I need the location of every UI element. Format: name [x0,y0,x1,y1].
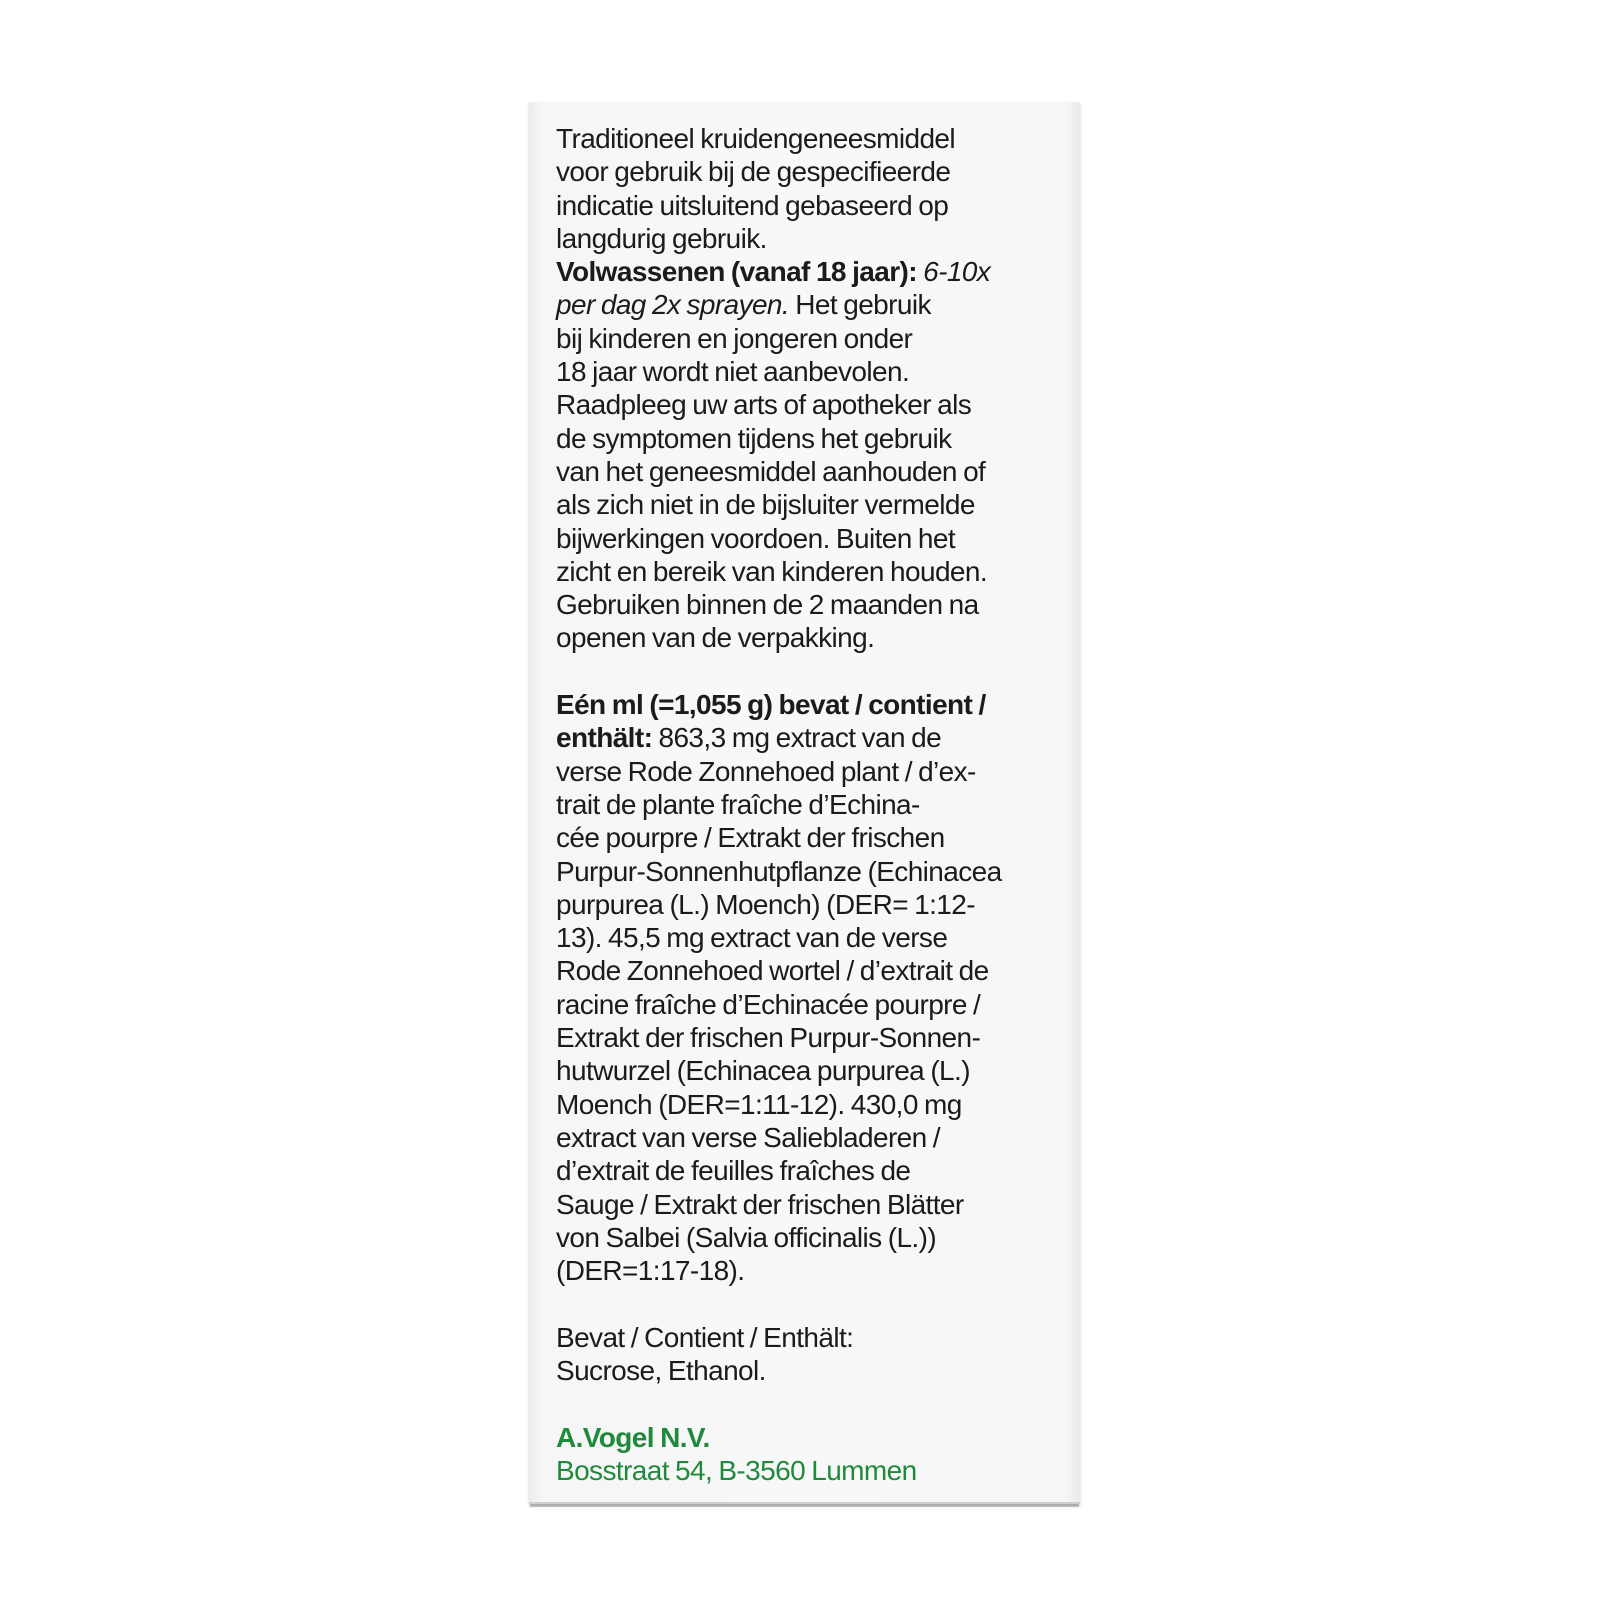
manufacturer-name-text: A.Vogel N.V. [556,1421,710,1453]
dosage-line [556,288,1076,321]
composition-line: Sauge / Extrakt der frischen Blätter [556,1188,964,1220]
composition-line [556,721,1076,754]
dosage-line: 18 jaar wordt niet aanbevolen. [556,356,910,388]
composition-text: 863,3 mg extract van de [652,722,942,754]
advice-line: zicht en bereik van kinderen houden. [556,555,988,587]
excipients-line: Sucrose, Ethanol. [556,1354,766,1386]
advice-line: de symptomen tijdens het gebruik [556,422,952,454]
advice-line: openen van de verpakking. [556,622,875,654]
dosage-line [556,255,1076,288]
advice-line: Raadpleeg uw arts of apotheker als [556,389,972,421]
composition-line: (DER=1:17-18). [556,1255,745,1287]
composition-line: von Salbei (Salvia officinalis (L.)) [556,1221,937,1253]
advice-line: van het geneesmiddel aanhouden of [556,455,986,487]
composition-line: Rode Zonnehoed wortel / d’extrait de [556,955,989,987]
advice-line: Gebruiken binnen de 2 maanden na [556,589,979,621]
composition-line: hutwurzel (Echinacea purpurea (L.) [556,1055,970,1087]
section-gap [556,1387,1076,1420]
composition-heading-cont: enthält: [556,722,653,754]
composition-line: Extrakt der frischen Purpur-Sonnen- [556,1022,981,1054]
indication-line: langdurig gebruik. [556,222,767,254]
composition-line: Moench (DER=1:11-12). 430,0 mg [556,1088,962,1120]
section-gap [556,655,1076,688]
dosage-text: Het gebruik [789,289,931,321]
composition-heading-text: Eén ml (=1,055 g) bevat / contient / [556,689,986,721]
dosage-frequency-cont: per dag 2x sprayen. [556,289,790,321]
indication-line: voor gebruik bij de gespecifieerde [556,156,951,188]
composition-line: d’extrait de feuilles fraîches de [556,1155,911,1187]
composition-line: racine fraîche d’Echinacée pourpre / [556,988,981,1020]
dosage-label: Volwassenen (vanaf 18 jaar): [556,256,917,288]
composition-line: cée pourpre / Extrakt der frischen [556,822,945,854]
dosage-line: bij kinderen en jongeren onder [556,322,913,354]
label-panel [529,102,1080,1504]
advice-line: bijwerkingen voordoen. Buiten het [556,522,956,554]
indication-line: Traditioneel kruidengeneesmiddel [556,123,956,154]
composition-line: purpurea (L.) Moench) (DER= 1:12- [556,888,975,920]
composition-line: extract van verse Saliebladeren / [556,1121,940,1153]
section-gap [556,1287,1076,1320]
composition-line: trait de plante fraîche d’Echina- [556,788,920,820]
indication-line: indicatie uitsluitend gebaseerd op [556,189,949,221]
dosage-frequency: 6-10x [923,256,991,288]
advice-line: als zich niet in de bijsluiter vermelde [556,489,975,521]
manufacturer-name [556,1421,1076,1454]
manufacturer-address: Bosstraat 54, B-3560 Lummen [556,1454,917,1486]
composition-line: 13). 45,5 mg extract van de verse [556,922,948,954]
composition-heading [556,688,1076,721]
label-text [556,122,1076,1487]
composition-line: verse Rode Zonnehoed plant / d’ex- [556,755,976,787]
composition-line: Purpur-Sonnenhutpflanze (Echinacea [556,855,1002,887]
excipients-heading: Bevat / Contient / Enthält: [556,1321,854,1353]
